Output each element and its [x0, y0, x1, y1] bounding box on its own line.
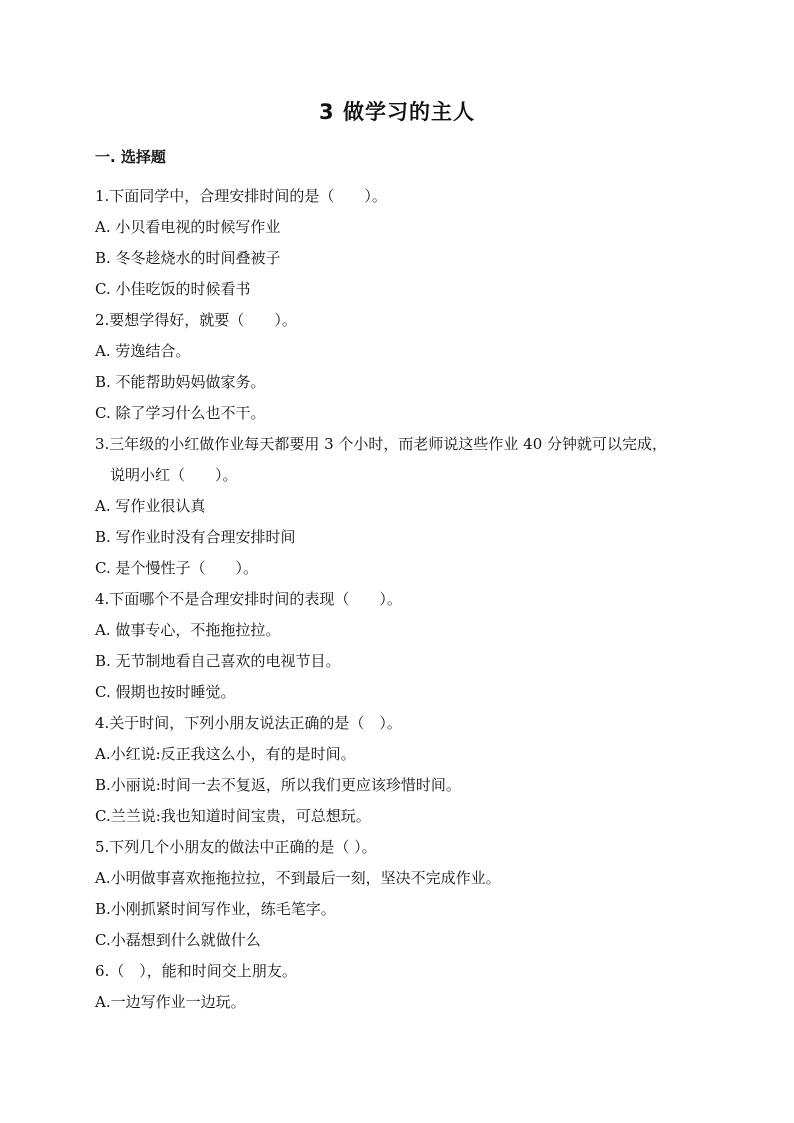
option-text: C. 小佳吃饭的时候看书	[95, 280, 251, 298]
section-heading: 一. 选择题	[95, 148, 166, 166]
option-text: B. 写作业时没有合理安排时间	[95, 528, 296, 546]
option-text: A.小明做事喜欢拖拖拉拉，不到最后一刻，坚决不完成作业。	[95, 869, 501, 887]
question-continuation: 说明小红（ ）。	[110, 466, 238, 484]
question-text: 4.关于时间，下列小朋友说法正确的是（ ）。	[95, 714, 402, 732]
question-text: 5.下列几个小朋友的做法中正确的是（ ）。	[95, 838, 377, 856]
question-text: 6.（ ），能和时间交上朋友。	[95, 962, 297, 980]
page-title: 3 做学习的主人	[319, 100, 475, 124]
option-text: A. 小贝看电视的时候写作业	[95, 218, 281, 236]
question-text: 1.下面同学中，合理安排时间的是（ ）。	[95, 187, 387, 205]
question-text: 2.要想学得好，就要（ ）。	[95, 311, 297, 329]
option-text: B. 不能帮助妈妈做家务。	[95, 373, 266, 391]
option-text: C. 是个慢性子（ ）。	[95, 559, 258, 577]
option-text: B. 无节制地看自己喜欢的电视节目。	[95, 652, 341, 670]
option-text: A. 劳逸结合。	[95, 342, 191, 360]
option-text: C.小磊想到什么就做什么	[95, 931, 261, 949]
option-text: C.兰兰说:我也知道时间宝贵，可总想玩。	[95, 807, 371, 825]
question-text: 3.三年级的小红做作业每天都要用 3 个小时，而老师说这些作业 40 分钟就可以完成，	[95, 435, 668, 453]
option-text: B.小刚抓紧时间写作业，练毛笔字。	[95, 900, 336, 918]
option-text: B. 冬冬趁烧水的时间叠被子	[95, 249, 281, 267]
option-text: C. 除了学习什么也不干。	[95, 404, 266, 422]
option-text: C. 假期也按时睡觉。	[95, 683, 236, 701]
option-text: A.小红说:反正我这么小，有的是时间。	[95, 745, 356, 763]
option-text: A. 写作业很认真	[95, 497, 206, 515]
option-text: B.小丽说:时间一去不复返，所以我们更应该珍惜时间。	[95, 776, 461, 794]
option-text: A. 做事专心，不拖拖拉拉。	[95, 621, 281, 639]
question-text: 4.下面哪个不是合理安排时间的表现（ ）。	[95, 590, 402, 608]
question-list	[95, 181, 715, 1018]
option-text: A.一边写作业一边玩。	[95, 993, 246, 1011]
